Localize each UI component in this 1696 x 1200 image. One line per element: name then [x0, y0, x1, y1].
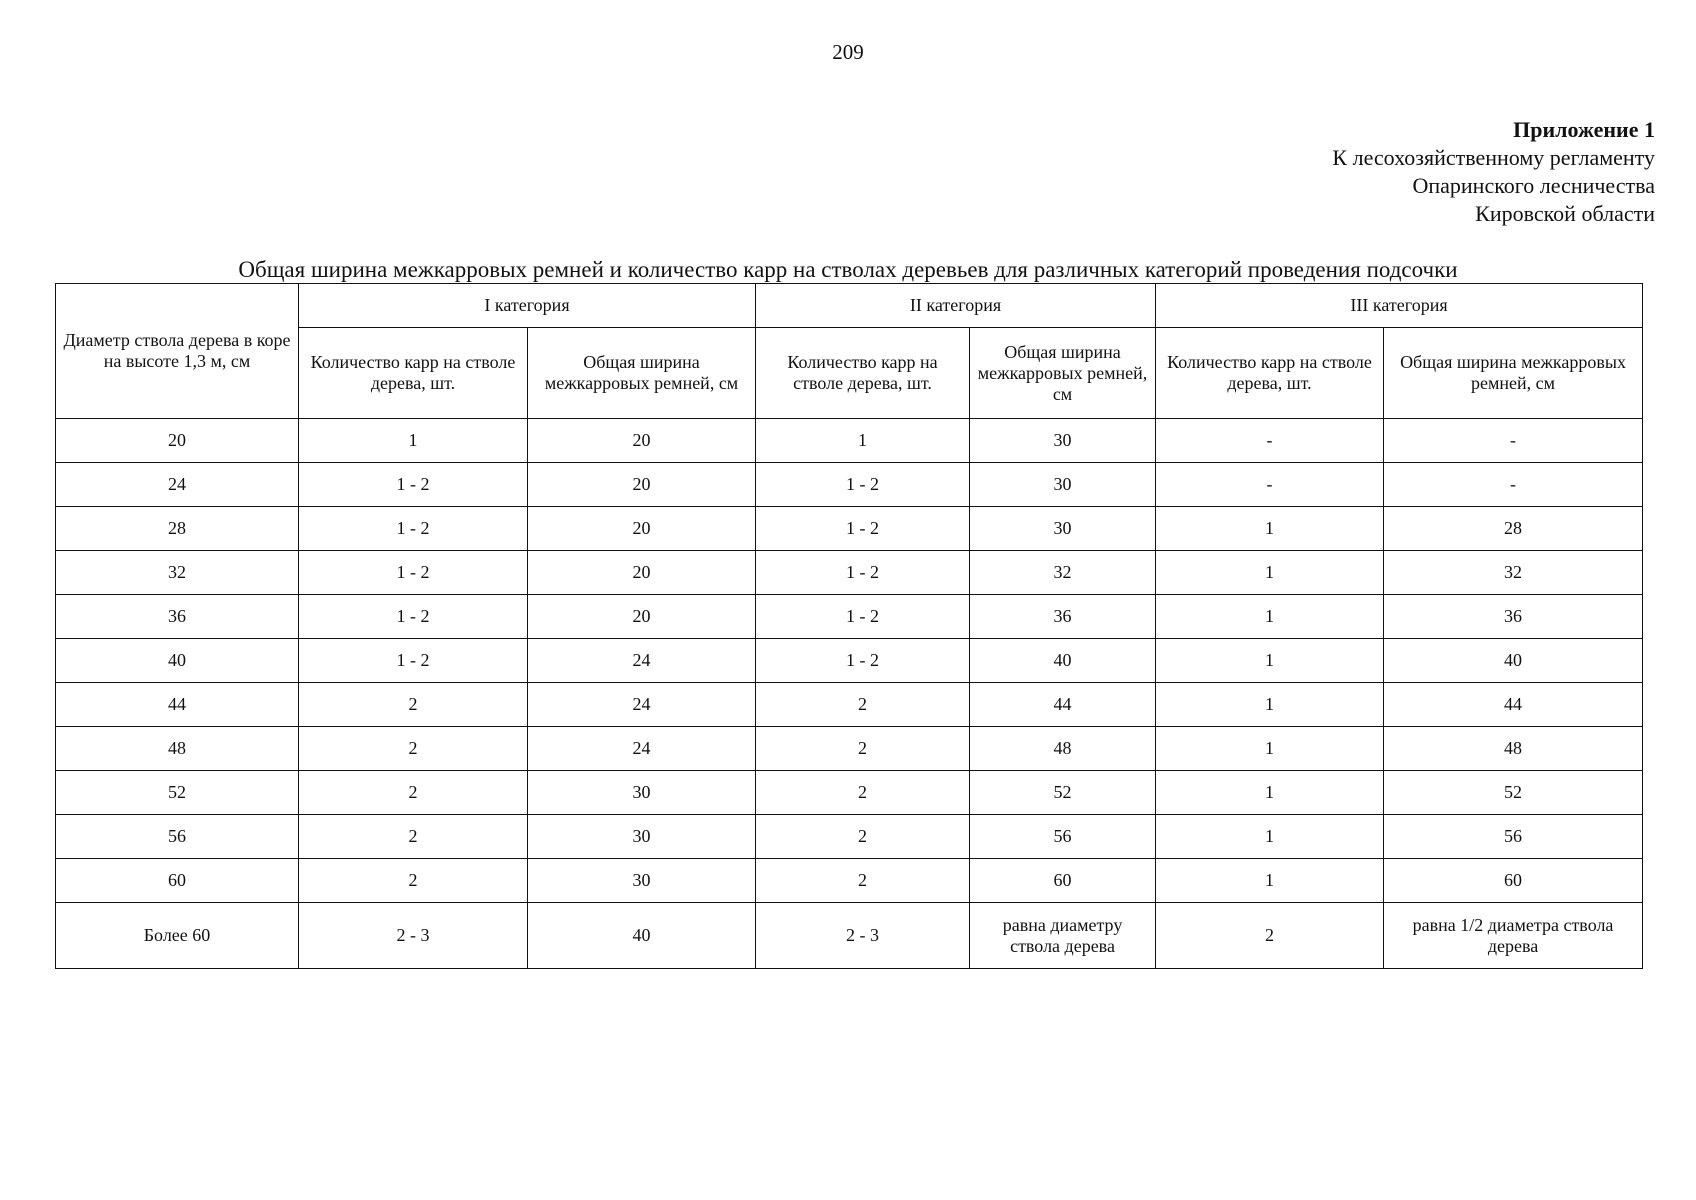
cat1-width-cell: 30 [528, 815, 756, 859]
table-row [56, 419, 1643, 463]
cat2-count-cell: 1 - 2 [756, 639, 970, 683]
table-row [56, 551, 1643, 595]
cat3-count-cell: 1 [1156, 771, 1384, 815]
cat1-width-cell: 24 [528, 639, 756, 683]
cat2-width-cell: равна диаметру ствола дерева [970, 903, 1156, 969]
cat1-count-cell: 1 - 2 [299, 463, 528, 507]
cat2-width-cell: 52 [970, 771, 1156, 815]
cat3-width-cell: 60 [1384, 859, 1643, 903]
cat3-count-cell: 1 [1156, 507, 1384, 551]
cat2-count-cell: 2 [756, 815, 970, 859]
cat2-count-cell: 1 - 2 [756, 507, 970, 551]
cat3-width-cell: - [1384, 419, 1643, 463]
cat1-width-cell: 20 [528, 463, 756, 507]
diameter-cell: 20 [56, 419, 299, 463]
cat2-width-cell: 48 [970, 727, 1156, 771]
appendix-line-forestry: Опаринского лесничества [1412, 173, 1655, 198]
cat1-count-cell: 2 [299, 683, 528, 727]
cat3-count-cell: 2 [1156, 903, 1384, 969]
cat1-count-cell: 1 [299, 419, 528, 463]
category-header-row [56, 284, 1643, 328]
cat1-width-cell: 30 [528, 859, 756, 903]
cat1-width-cell: 20 [528, 551, 756, 595]
cat1-count-cell: 1 - 2 [299, 595, 528, 639]
cat1-width-header: Общая ширина межкарровых ремней, см [528, 328, 756, 419]
cat1-count-cell: 1 - 2 [299, 551, 528, 595]
category-header-3: III категория [1156, 284, 1643, 328]
cat1-width-cell: 20 [528, 507, 756, 551]
cat3-width-cell: 28 [1384, 507, 1643, 551]
cat1-width-cell: 40 [528, 903, 756, 969]
cat1-count-cell: 1 - 2 [299, 507, 528, 551]
table-row [56, 595, 1643, 639]
appendix-line-region: Кировской области [1475, 201, 1655, 226]
cat3-count-cell: 1 [1156, 815, 1384, 859]
cat3-count-cell: 1 [1156, 727, 1384, 771]
category-header-2: II категория [756, 284, 1156, 328]
cat1-count-cell: 1 - 2 [299, 639, 528, 683]
cat3-width-cell: 32 [1384, 551, 1643, 595]
cat3-width-cell: 56 [1384, 815, 1643, 859]
cat1-count-header: Количество карр на стволе дерева, шт. [299, 328, 528, 419]
cat2-width-cell: 44 [970, 683, 1156, 727]
cat1-count-cell: 2 [299, 727, 528, 771]
diameter-header: Диаметр ствола дерева в коре на высоте 1,3 м, см [56, 284, 299, 419]
table-row [56, 683, 1643, 727]
cat1-width-cell: 24 [528, 683, 756, 727]
cat1-width-cell: 30 [528, 771, 756, 815]
diameter-cell: 40 [56, 639, 299, 683]
cat2-width-cell: 36 [970, 595, 1156, 639]
cat2-count-cell: 2 [756, 771, 970, 815]
cat1-width-cell: 20 [528, 595, 756, 639]
cat2-width-cell: 30 [970, 507, 1156, 551]
cat3-count-cell: 1 [1156, 595, 1384, 639]
diameter-cell: 60 [56, 859, 299, 903]
cat2-width-cell: 40 [970, 639, 1156, 683]
cat1-count-cell: 2 [299, 771, 528, 815]
appendix-block [1332, 116, 1655, 228]
cat3-count-cell: 1 [1156, 551, 1384, 595]
cat2-count-cell: 1 - 2 [756, 551, 970, 595]
table-row [56, 815, 1643, 859]
cat3-width-cell: 48 [1384, 727, 1643, 771]
table-title: Общая ширина межкарровых ремней и количество карр на стволах деревьев для различных категорий проведения подсочки [238, 257, 1458, 282]
table-row [56, 859, 1643, 903]
cat3-width-cell: 36 [1384, 595, 1643, 639]
cat3-width-header: Общая ширина межкарровых ремней, см [1384, 328, 1643, 419]
diameter-cell: 52 [56, 771, 299, 815]
cat3-count-cell: 1 [1156, 683, 1384, 727]
cat1-width-cell: 24 [528, 727, 756, 771]
diameter-cell: 56 [56, 815, 299, 859]
diameter-cell: 28 [56, 507, 299, 551]
cat2-count-cell: 1 - 2 [756, 595, 970, 639]
appendix-title: Приложение 1 [1513, 117, 1655, 142]
table-row [56, 727, 1643, 771]
cat2-count-cell: 1 - 2 [756, 463, 970, 507]
table-row [56, 463, 1643, 507]
cat1-count-cell: 2 - 3 [299, 903, 528, 969]
diameter-cell: 36 [56, 595, 299, 639]
cat2-width-cell: 30 [970, 419, 1156, 463]
diameter-cell: 32 [56, 551, 299, 595]
cat1-count-cell: 2 [299, 859, 528, 903]
cat3-count-cell: - [1156, 419, 1384, 463]
cat2-width-cell: 56 [970, 815, 1156, 859]
table-row [56, 771, 1643, 815]
cat2-width-cell: 30 [970, 463, 1156, 507]
cat3-width-cell: 40 [1384, 639, 1643, 683]
cat3-width-cell: 52 [1384, 771, 1643, 815]
cat3-count-cell: 1 [1156, 859, 1384, 903]
category-header-1: I категория [299, 284, 756, 328]
cat2-count-cell: 2 [756, 859, 970, 903]
cat2-width-header: Общая ширина межкарровых ремней, см [970, 328, 1156, 419]
diameter-cell: 24 [56, 463, 299, 507]
cat2-count-header: Количество карр на стволе дерева, шт. [756, 328, 970, 419]
table-row [56, 903, 1643, 969]
cat3-count-cell: 1 [1156, 639, 1384, 683]
diameter-cell: 44 [56, 683, 299, 727]
cat3-count-cell: - [1156, 463, 1384, 507]
cat2-count-cell: 1 [756, 419, 970, 463]
table-body [56, 419, 1643, 969]
cat2-width-cell: 60 [970, 859, 1156, 903]
cat3-width-cell: - [1384, 463, 1643, 507]
cat3-width-cell: 44 [1384, 683, 1643, 727]
cat1-count-cell: 2 [299, 815, 528, 859]
diameter-cell: Более 60 [56, 903, 299, 969]
cat1-width-cell: 20 [528, 419, 756, 463]
cat2-count-cell: 2 [756, 683, 970, 727]
cat2-count-cell: 2 - 3 [756, 903, 970, 969]
cat2-count-cell: 2 [756, 727, 970, 771]
table-row [56, 639, 1643, 683]
appendix-line-regulation: К лесохозяйственному регламенту [1332, 145, 1655, 170]
cat2-width-cell: 32 [970, 551, 1156, 595]
cat3-width-cell: равна 1/2 диаметра ствола дерева [1384, 903, 1643, 969]
tapping-categories-table [55, 283, 1643, 969]
cat3-count-header: Количество карр на стволе дерева, шт. [1156, 328, 1384, 419]
diameter-cell: 48 [56, 727, 299, 771]
table-row [56, 507, 1643, 551]
page-number: 209 [832, 40, 864, 64]
